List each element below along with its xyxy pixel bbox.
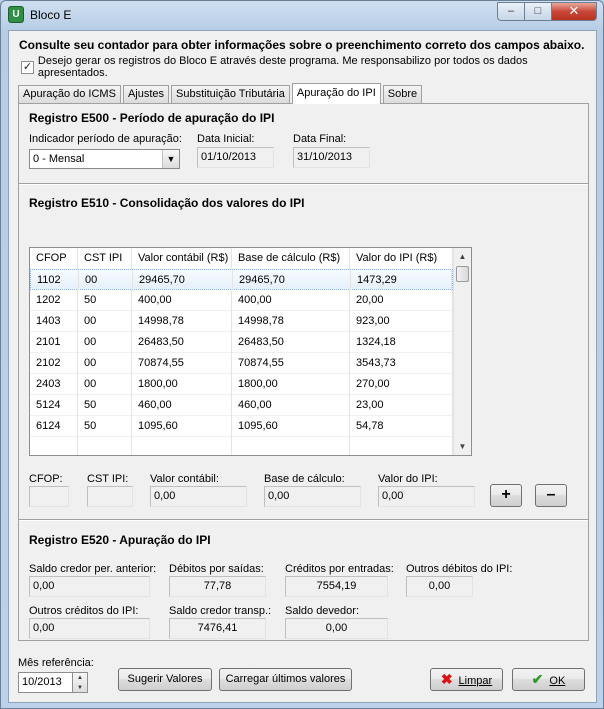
saldo-credor-transp-field[interactable]: 7476,41 (169, 618, 266, 639)
tab-sobre[interactable]: Sobre (383, 85, 422, 103)
cell-valor-ipi: 3543,73 (350, 353, 453, 374)
spin-down-icon[interactable]: ▼ (77, 685, 83, 691)
carregar-ultimos-valores-label: Carregar últimos valores (225, 673, 346, 685)
cell-valor-contabil: 1800,00 (132, 374, 232, 395)
e520-section-title: Registro E520 - Apuração do IPI (29, 533, 211, 547)
scroll-down-icon[interactable]: ▼ (458, 442, 467, 451)
cell-cfop: 1202 (30, 290, 78, 311)
mes-referencia-spinner[interactable] (73, 672, 88, 693)
checkmark-icon: ✔ (531, 671, 544, 687)
cell-valor-ipi: 1324,18 (350, 332, 453, 353)
cell-cst: 00 (78, 353, 132, 374)
cell-empty (132, 437, 232, 456)
table-row-empty[interactable] (30, 437, 453, 456)
tab-substituicao-tributaria[interactable]: Substituição Tributária (171, 85, 290, 103)
cell-cst: 50 (78, 395, 132, 416)
base-calculo-label: Base de cálculo: (264, 473, 345, 485)
tab-panel-apuracao-ipi (18, 103, 589, 641)
divider (19, 183, 588, 185)
spin-up-icon[interactable]: ▲ (77, 675, 83, 681)
clear-x-icon: ✖ (440, 671, 453, 687)
col-header-base-calculo[interactable]: Base de cálculo (R$) (232, 248, 350, 269)
cell-cst: 00 (78, 332, 132, 353)
cell-base-calculo: 400,00 (232, 290, 350, 311)
cell-empty (78, 437, 132, 456)
col-header-valor-contabil[interactable]: Valor contábil (R$) (132, 248, 232, 269)
creditos-entradas-label: Créditos por entradas: (285, 563, 394, 575)
mes-referencia-label: Mês referência: (18, 657, 94, 669)
indicador-label: Indicador período de apuração: (29, 133, 182, 145)
cell-empty (30, 437, 78, 456)
cell-base-calculo: 26483,50 (232, 332, 350, 353)
cell-valor-contabil: 70874,55 (132, 353, 232, 374)
limpar-button[interactable] (430, 668, 503, 691)
saldo-credor-anterior-field[interactable]: 0,00 (29, 576, 150, 597)
cell-valor-ipi: 270,00 (350, 374, 453, 395)
table-row[interactable] (30, 311, 453, 332)
cell-cfop: 1403 (30, 311, 78, 332)
valor-contabil-label: Valor contábil: (150, 473, 219, 485)
outros-creditos-field[interactable]: 0,00 (29, 618, 150, 639)
window-title: Bloco E (30, 8, 72, 22)
remove-row-button[interactable]: – (535, 484, 567, 507)
e500-section-title: Registro E500 - Período de apuração do IPI (29, 111, 275, 125)
consent-checkbox[interactable]: ✓ (22, 60, 33, 73)
cell-valor-ipi: 1473,29 (351, 270, 452, 291)
cell-cst: 50 (78, 416, 132, 437)
base-calculo-input[interactable]: 0,00 (264, 486, 361, 507)
title-bar[interactable] (1, 1, 603, 29)
valor-ipi-label: Valor do IPI: (378, 473, 438, 485)
cell-cfop: 1102 (31, 270, 79, 291)
cell-cfop: 6124 (30, 416, 78, 437)
e510-section-title: Registro E510 - Consolidação dos valores do IPI (29, 196, 305, 210)
saldo-credor-anterior-label: Saldo credor per. anterior: (29, 563, 157, 575)
table-row[interactable] (30, 395, 453, 416)
cell-base-calculo: 460,00 (232, 395, 350, 416)
sugerir-valores-label: Sugerir Valores (127, 673, 203, 685)
outros-debitos-field[interactable]: 0,00 (406, 576, 473, 597)
tab-ajustes[interactable]: Ajustes (123, 85, 169, 103)
table-row[interactable] (30, 269, 453, 290)
cell-cst: 00 (78, 374, 132, 395)
divider (19, 519, 588, 521)
col-header-cfop[interactable]: CFOP (30, 248, 78, 269)
cell-valor-ipi: 923,00 (350, 311, 453, 332)
tab-strip (18, 83, 424, 103)
creditos-entradas-field[interactable]: 7554,19 (285, 576, 388, 597)
saldo-devedor-label: Saldo devedor: (285, 605, 359, 617)
cell-valor-contabil: 29465,70 (133, 270, 233, 291)
cell-empty (232, 437, 350, 456)
cell-base-calculo: 1095,60 (232, 416, 350, 437)
table-row[interactable] (30, 374, 453, 395)
cell-valor-ipi: 20,00 (350, 290, 453, 311)
window-controls (497, 2, 597, 21)
cell-cfop: 2403 (30, 374, 78, 395)
cst-ipi-label: CST IPI: (87, 473, 129, 485)
data-final-field[interactable]: 31/10/2013 (293, 147, 370, 168)
cell-cfop: 2101 (30, 332, 78, 353)
sugerir-valores-button[interactable] (118, 668, 212, 691)
indicador-value: 0 - Mensal (33, 153, 85, 165)
close-button[interactable]: ✕ (551, 2, 597, 21)
saldo-credor-transp-label: Saldo credor transp.: (169, 605, 272, 617)
cell-cst: 50 (78, 290, 132, 311)
table-row[interactable] (30, 332, 453, 353)
ok-button[interactable] (512, 668, 585, 691)
indicador-select[interactable] (29, 149, 180, 169)
dialog-client-area (8, 30, 597, 703)
cell-valor-contabil: 460,00 (132, 395, 232, 416)
table-row[interactable] (30, 416, 453, 437)
valor-contabil-input[interactable]: 0,00 (150, 486, 247, 507)
cst-ipi-input[interactable] (87, 486, 133, 507)
cell-valor-contabil: 26483,50 (132, 332, 232, 353)
cell-base-calculo: 14998,78 (232, 311, 350, 332)
tab-apuracao-ipi[interactable]: Apuração do IPI (292, 83, 381, 104)
e510-grid[interactable] (29, 247, 472, 456)
cell-cfop: 2102 (30, 353, 78, 374)
col-header-valor-ipi[interactable]: Valor do IPI (R$) (350, 248, 453, 269)
scroll-thumb[interactable] (456, 266, 469, 282)
outros-creditos-label: Outros créditos do IPI: (29, 605, 139, 617)
cell-empty (350, 437, 453, 456)
limpar-label: Limpar (458, 675, 493, 687)
consent-label[interactable]: Desejo gerar os registros do Bloco E através deste programa. Me responsabilizo por todos os dados apresentados. (37, 55, 528, 79)
consent-row (21, 55, 596, 79)
cell-base-calculo: 1800,00 (232, 374, 350, 395)
cell-cst: 00 (78, 311, 132, 332)
valor-ipi-input[interactable]: 0,00 (378, 486, 475, 507)
debitos-saidas-label: Débitos por saídas: (169, 563, 264, 575)
table-row[interactable] (30, 353, 453, 374)
cell-valor-contabil: 1095,60 (132, 416, 232, 437)
ok-label: OK (549, 675, 566, 687)
cell-valor-ipi: 23,00 (350, 395, 453, 416)
maximize-button[interactable]: □ (524, 2, 551, 21)
carregar-ultimos-valores-button[interactable] (219, 668, 352, 691)
info-text: Consulte seu contador para obter informações sobre o preenchimento correto dos campos abaixo. (19, 38, 585, 52)
data-inicial-field[interactable]: 01/10/2013 (197, 147, 274, 168)
grid-vertical-scrollbar[interactable] (453, 248, 471, 455)
cfop-label: CFOP: (29, 473, 63, 485)
mes-referencia-input[interactable]: 10/2013 (18, 672, 73, 693)
saldo-devedor-field[interactable]: 0,00 (285, 618, 388, 639)
cell-valor-ipi: 54,78 (350, 416, 453, 437)
cell-cst: 00 (79, 270, 133, 291)
minimize-button[interactable]: – (497, 2, 524, 21)
grid-header-row (30, 248, 453, 269)
table-row[interactable] (30, 290, 453, 311)
data-inicial-label: Data Inicial: (197, 133, 255, 145)
cell-valor-contabil: 14998,78 (132, 311, 232, 332)
cell-base-calculo: 70874,55 (232, 353, 350, 374)
debitos-saidas-field[interactable]: 77,78 (169, 576, 266, 597)
tab-apuracao-icms[interactable]: Apuração do ICMS (18, 85, 121, 103)
add-row-button[interactable]: + (490, 484, 522, 507)
cfop-input[interactable] (29, 486, 69, 507)
data-final-label: Data Final: (293, 133, 347, 145)
scroll-up-icon[interactable]: ▲ (458, 252, 467, 261)
app-logo-icon: U (8, 6, 24, 23)
col-header-cst[interactable]: CST IPI (78, 248, 132, 269)
cell-valor-contabil: 400,00 (132, 290, 232, 311)
e510-grid-body (30, 248, 453, 455)
cell-base-calculo: 29465,70 (233, 270, 351, 291)
outros-debitos-label: Outros débitos do IPI: (406, 563, 513, 575)
chevron-down-icon[interactable]: ▼ (162, 150, 179, 168)
cell-cfop: 5124 (30, 395, 78, 416)
